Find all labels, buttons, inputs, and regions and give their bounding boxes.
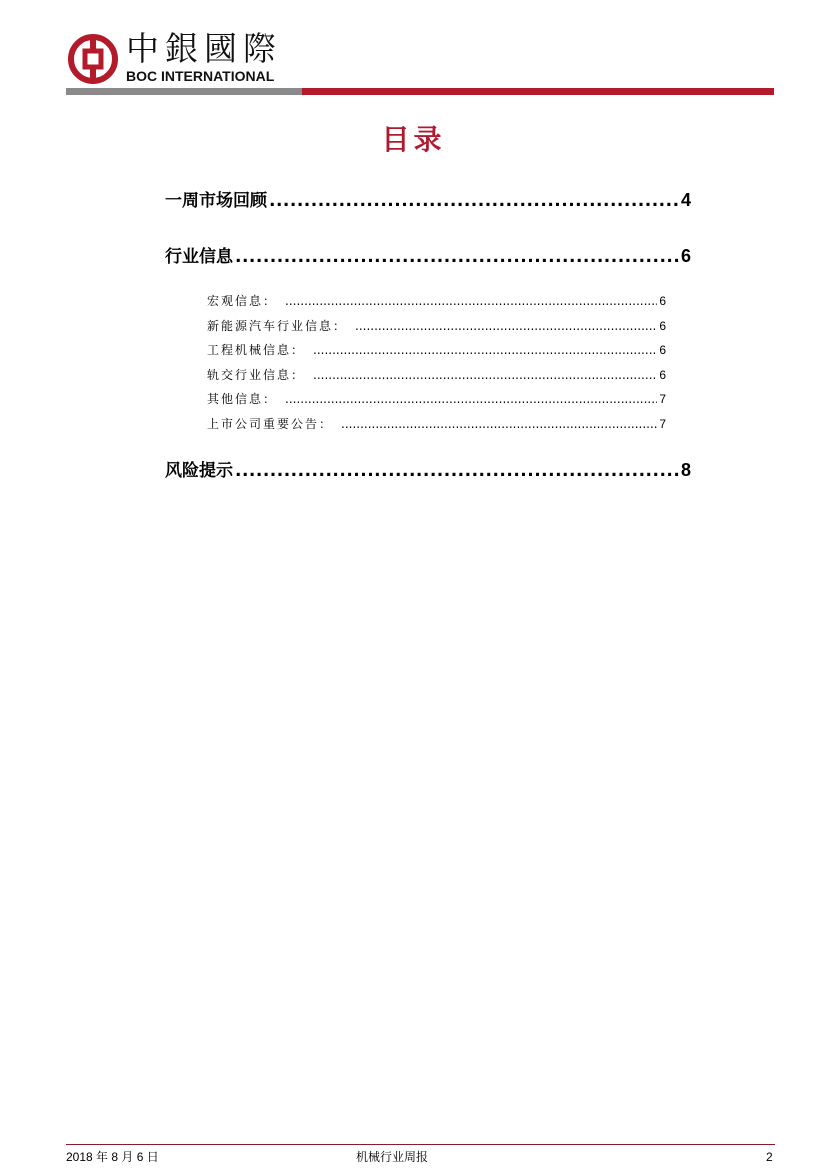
page-header	[0, 0, 827, 100]
toc-subentry-label: 上市公司重要公告：	[207, 416, 334, 431]
toc-subentry-label: 宏观信息：	[207, 294, 278, 308]
toc-subentry-page: 6	[659, 343, 666, 357]
header-rule-red	[302, 88, 774, 95]
toc-subentry-page: 6	[659, 367, 666, 382]
toc-subentry-macro[interactable]	[207, 289, 666, 314]
toc-subentry-page: 6	[659, 294, 666, 308]
toc-entry-risk-warning[interactable]	[165, 456, 691, 484]
footer-date: 2018 年 8 月 6 日	[66, 1150, 159, 1164]
toc-leader-dots	[269, 187, 679, 214]
toc-subentry-company-announcements[interactable]	[207, 412, 666, 437]
toc-subentry-rail-transit[interactable]	[207, 363, 666, 388]
toc-leader-dots	[235, 243, 679, 270]
footer-page-number: 2	[766, 1150, 773, 1164]
table-of-contents	[165, 186, 691, 484]
boc-logo-icon	[68, 34, 118, 84]
toc-subentry-page: 7	[659, 392, 666, 406]
toc-subentry-page: 7	[659, 416, 666, 431]
header-rule-gray	[66, 88, 302, 95]
toc-subentry-label: 轨交行业信息：	[207, 367, 306, 382]
toc-entry-label: 行业信息	[165, 247, 233, 267]
toc-subentry-construction-machinery[interactable]	[207, 338, 666, 363]
toc-entry-page: 6	[680, 246, 691, 266]
toc-entry-label: 一周市场回顾	[165, 191, 267, 211]
toc-leader-dots	[235, 457, 679, 484]
toc-entry-market-review[interactable]	[165, 186, 691, 214]
toc-title: 目录	[381, 123, 446, 156]
toc-leader-dots	[285, 289, 657, 314]
toc-leader-dots	[355, 314, 657, 339]
toc-subentry-label: 工程机械信息：	[207, 343, 306, 357]
toc-subentry-label: 其他信息：	[207, 392, 278, 406]
toc-entry-label: 风险提示	[165, 461, 233, 481]
toc-entry-page: 8	[680, 460, 691, 480]
footer-report-title: 机械行业周报	[356, 1150, 429, 1164]
footer-rule	[66, 1144, 775, 1145]
toc-subentry-other[interactable]	[207, 387, 666, 412]
toc-entry-industry-info[interactable]	[165, 242, 691, 270]
toc-leader-dots	[285, 387, 657, 412]
logo-english-text: BOC INTERNATIONAL	[126, 68, 275, 84]
toc-leader-dots	[313, 363, 657, 388]
toc-subentry-nev[interactable]	[207, 314, 666, 339]
toc-subentry-page: 6	[659, 318, 666, 333]
logo-chinese-text: 中銀國際	[126, 29, 282, 68]
toc-subentry-label: 新能源汽车行业信息：	[207, 318, 348, 333]
toc-leader-dots	[341, 412, 657, 437]
toc-leader-dots	[313, 338, 657, 363]
toc-entry-page: 4	[680, 190, 691, 210]
